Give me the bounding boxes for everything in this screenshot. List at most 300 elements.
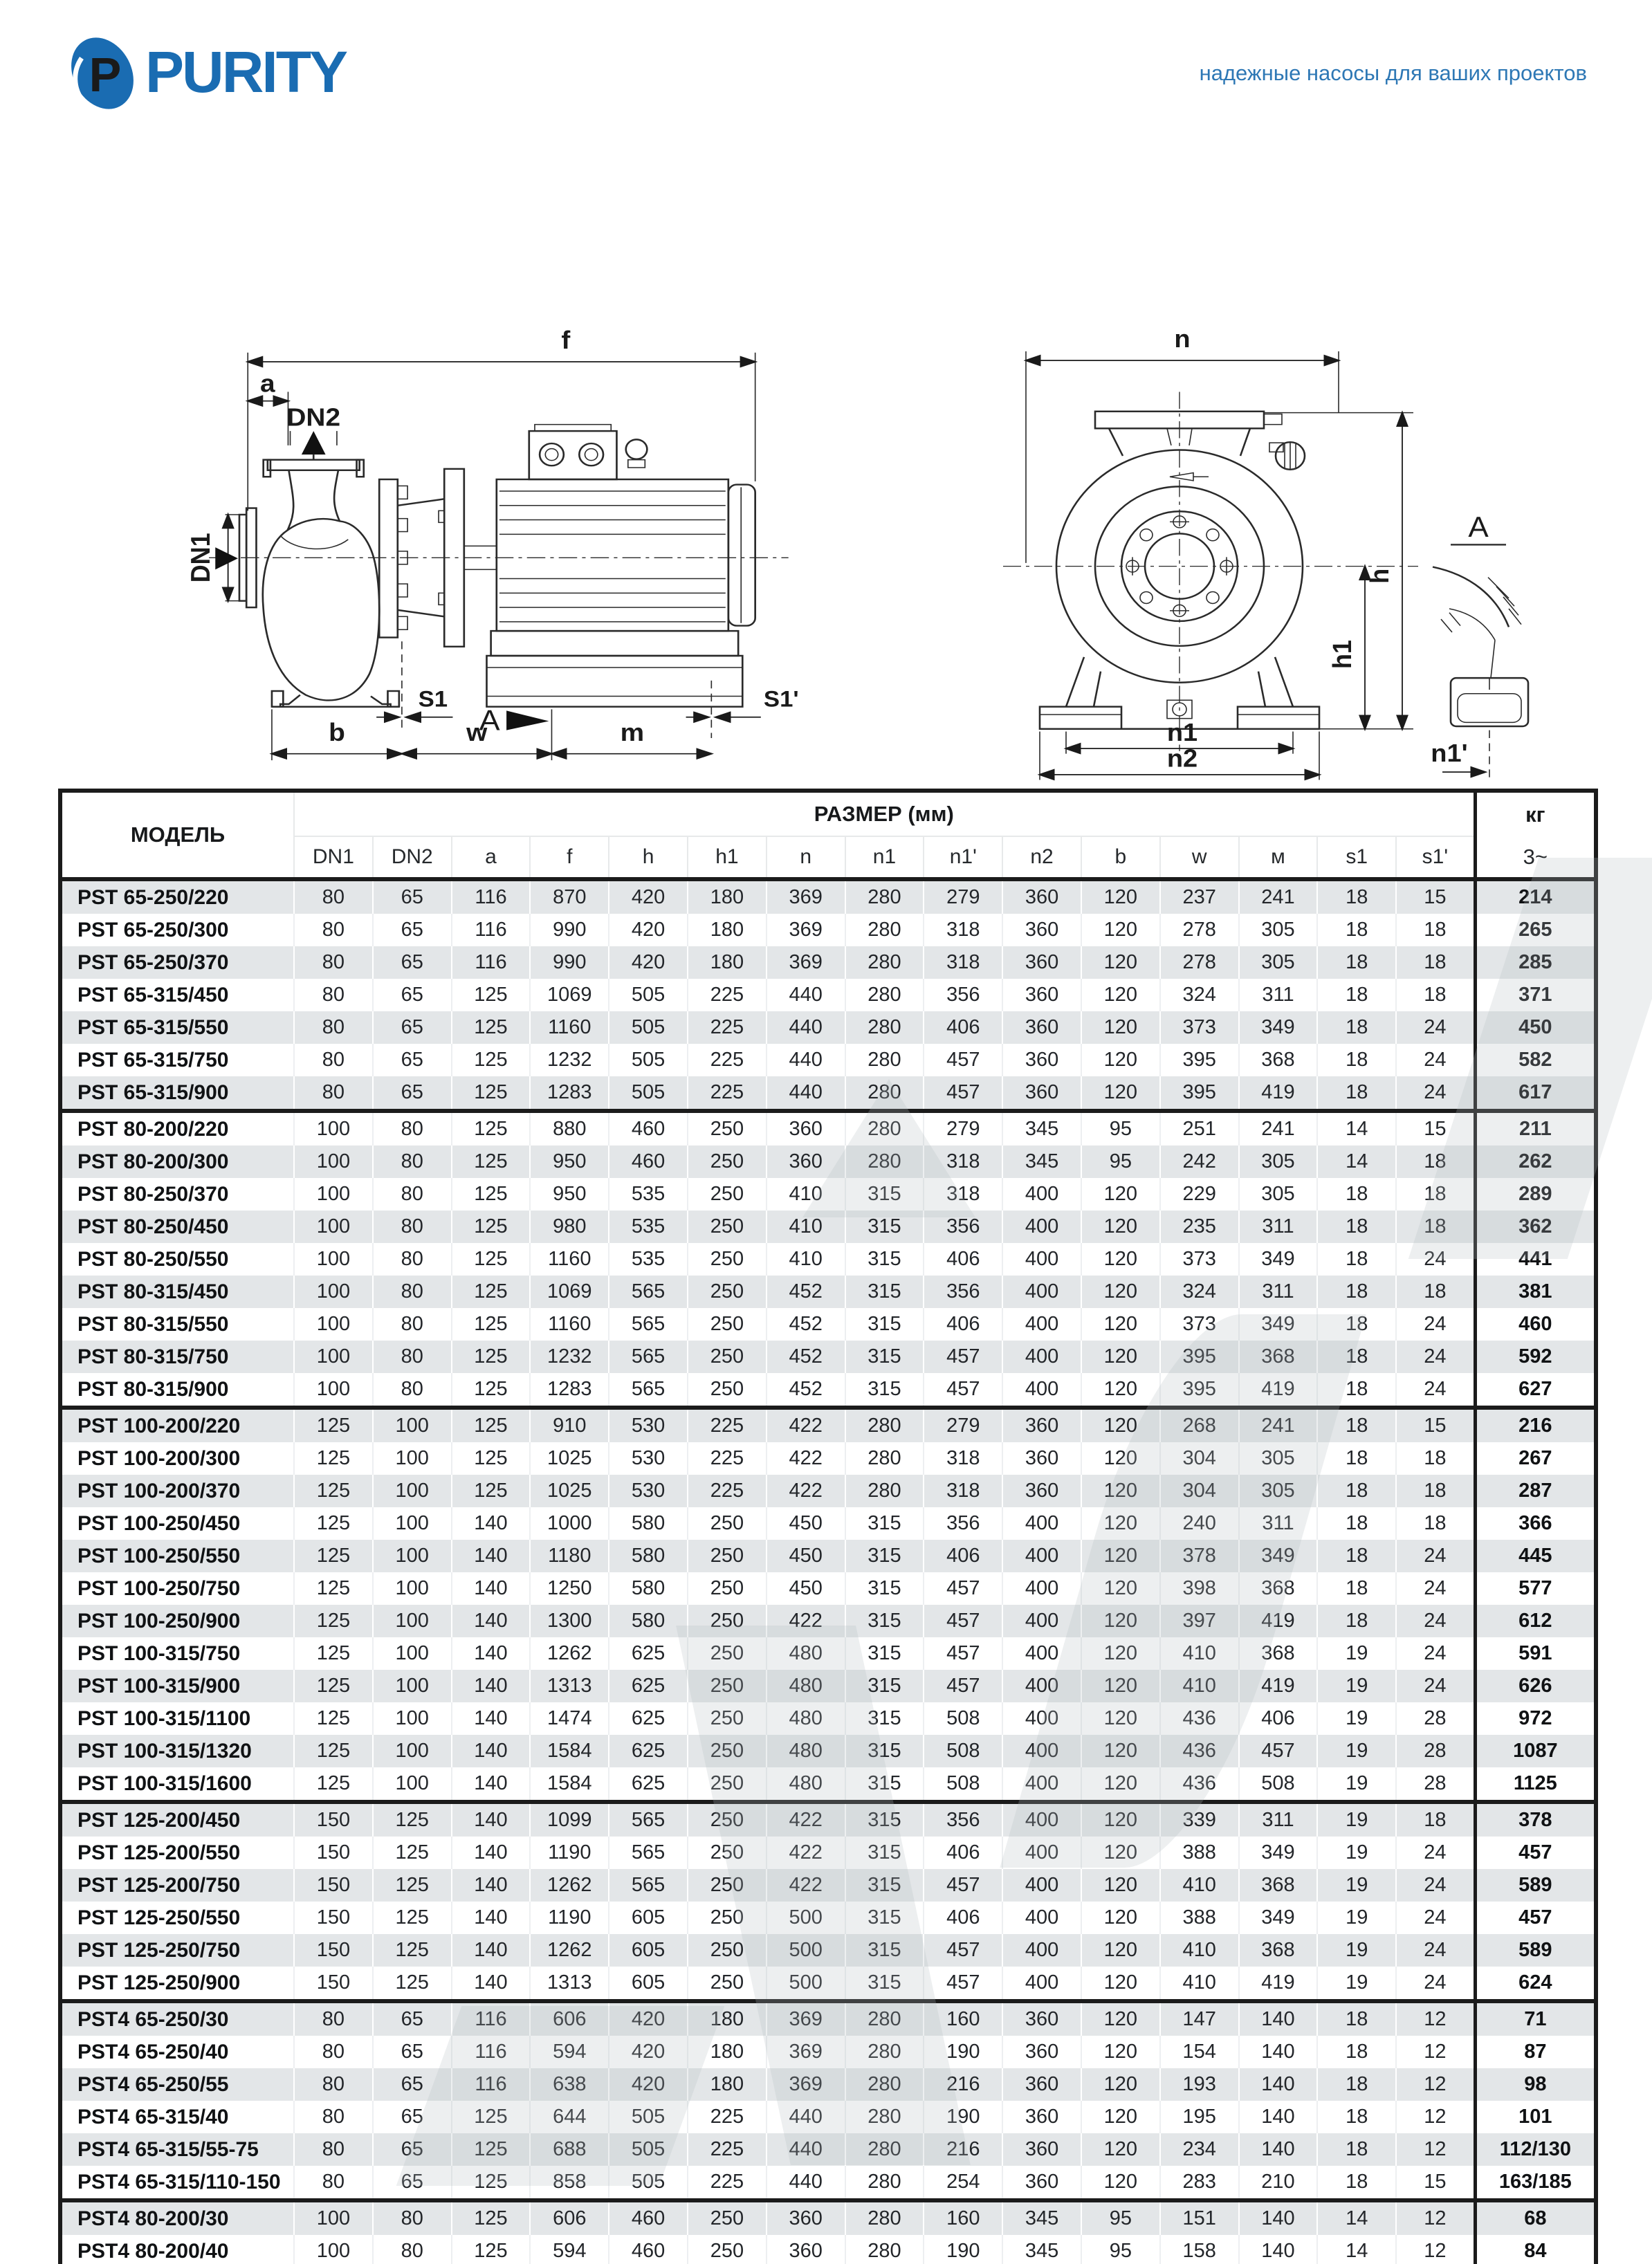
dim-cell: 360 bbox=[767, 1111, 845, 1145]
model-cell: PST 80-315/450 bbox=[60, 1276, 294, 1308]
dim-cell: 18 bbox=[1317, 2133, 1396, 2166]
model-cell: PST 125-250/750 bbox=[60, 1934, 294, 1967]
dim-cell: 280 bbox=[845, 1011, 924, 1044]
dim-cell: 95 bbox=[1081, 1145, 1160, 1178]
dim-cell: 410 bbox=[1160, 1934, 1239, 1967]
kg-column-header: кг bbox=[1475, 791, 1596, 836]
table-row bbox=[60, 1507, 1596, 1540]
table-row bbox=[60, 1076, 1596, 1111]
table-header-row bbox=[60, 791, 1596, 836]
dim-cell: 406 bbox=[924, 1837, 1002, 1869]
dim-cell: 116 bbox=[452, 946, 531, 979]
dim-cell: 315 bbox=[845, 1934, 924, 1967]
dim-cell: 24 bbox=[1396, 1341, 1475, 1373]
dim-cell: 140 bbox=[452, 1507, 531, 1540]
dim-cell: 140 bbox=[452, 1967, 531, 2001]
dim-cell: 250 bbox=[688, 1967, 767, 2001]
dim-cell: 324 bbox=[1160, 979, 1239, 1011]
dim-cell: 279 bbox=[924, 1408, 1002, 1442]
dim-cell: 100 bbox=[373, 1735, 452, 1767]
kg-cell: 1087 bbox=[1475, 1735, 1596, 1767]
dim-cell: 140 bbox=[452, 1637, 531, 1670]
dim-cell: 237 bbox=[1160, 879, 1239, 914]
dim-cell: 644 bbox=[530, 2101, 609, 2133]
dim-cell: 225 bbox=[688, 1044, 767, 1076]
dim-cell: 24 bbox=[1396, 1011, 1475, 1044]
dim-cell: 565 bbox=[609, 1308, 688, 1341]
dim-cell: 125 bbox=[373, 1837, 452, 1869]
dim-cell: 315 bbox=[845, 1670, 924, 1702]
dim-cell: 280 bbox=[845, 2166, 924, 2200]
dim-cell: 120 bbox=[1081, 1308, 1160, 1341]
dim-cell: 12 bbox=[1396, 2001, 1475, 2036]
dimension-table bbox=[58, 789, 1594, 2264]
dim-cell: 125 bbox=[452, 1111, 531, 1145]
dim-cell: 505 bbox=[609, 1076, 688, 1111]
dim-cell: 65 bbox=[373, 1076, 452, 1111]
dim-cell: 580 bbox=[609, 1507, 688, 1540]
dim-cell: 360 bbox=[1002, 1076, 1081, 1111]
dim-cell: 19 bbox=[1317, 1869, 1396, 1902]
dim-cell: 315 bbox=[845, 1637, 924, 1670]
dim-cell: 535 bbox=[609, 1178, 688, 1211]
dim-cell: 125 bbox=[452, 2166, 531, 2200]
dim-cell: 530 bbox=[609, 1408, 688, 1442]
dim-cell: 100 bbox=[373, 1507, 452, 1540]
dim-cell: 315 bbox=[845, 1178, 924, 1211]
kg-cell: 216 bbox=[1475, 1408, 1596, 1442]
dim-cell: 360 bbox=[767, 2200, 845, 2235]
dim-cell: 190 bbox=[924, 2101, 1002, 2133]
dim-cell: 18 bbox=[1317, 1308, 1396, 1341]
dim-cell: 1025 bbox=[530, 1475, 609, 1507]
dim-cell: 406 bbox=[924, 1902, 1002, 1934]
kg-cell: 1125 bbox=[1475, 1767, 1596, 1802]
dim-cell: 140 bbox=[452, 1934, 531, 1967]
dim-cell: 95 bbox=[1081, 2235, 1160, 2264]
dim-cell: 436 bbox=[1160, 1767, 1239, 1802]
dim-cell: 120 bbox=[1081, 2036, 1160, 2068]
model-cell: PST 80-200/300 bbox=[60, 1145, 294, 1178]
dim-cell: 150 bbox=[294, 1837, 373, 1869]
dim-cell: 1313 bbox=[530, 1670, 609, 1702]
dim-cell: 420 bbox=[609, 2036, 688, 2068]
dim-cell: 400 bbox=[1002, 1767, 1081, 1802]
dim-cell: 250 bbox=[688, 1276, 767, 1308]
dim-cell: 279 bbox=[924, 879, 1002, 914]
model-cell: PST 100-200/300 bbox=[60, 1442, 294, 1475]
dim-cell: 360 bbox=[1002, 979, 1081, 1011]
kg-cell: 87 bbox=[1475, 2036, 1596, 2068]
dim-cell: 180 bbox=[688, 946, 767, 979]
dim-cell: 125 bbox=[294, 1702, 373, 1735]
dim-cell: 65 bbox=[373, 879, 452, 914]
dim-cell: 241 bbox=[1239, 1111, 1318, 1145]
kg-cell: 624 bbox=[1475, 1967, 1596, 2001]
dim-cell: 18 bbox=[1396, 979, 1475, 1011]
dim-cell: 280 bbox=[845, 1044, 924, 1076]
dim-cell: 18 bbox=[1396, 1475, 1475, 1507]
dim-cell: 356 bbox=[924, 1802, 1002, 1837]
dim-cell: 125 bbox=[294, 1572, 373, 1605]
dim-cell: 18 bbox=[1317, 1276, 1396, 1308]
model-cell: PST 100-200/370 bbox=[60, 1475, 294, 1507]
dim-cell: 508 bbox=[924, 1735, 1002, 1767]
dim-cell: 440 bbox=[767, 1011, 845, 1044]
dim-cell: 440 bbox=[767, 979, 845, 1011]
dim-cell: 356 bbox=[924, 1211, 1002, 1243]
dim-cell: 356 bbox=[924, 979, 1002, 1011]
dim-cell: 24 bbox=[1396, 1605, 1475, 1637]
table-row bbox=[60, 914, 1596, 946]
dim-cell: 500 bbox=[767, 1902, 845, 1934]
dim-cell: 125 bbox=[294, 1605, 373, 1637]
model-cell: PST4 65-315/110-150 bbox=[60, 2166, 294, 2200]
dim-cell: 460 bbox=[609, 1111, 688, 1145]
kg-cell: 68 bbox=[1475, 2200, 1596, 2235]
dim-cell: 369 bbox=[767, 879, 845, 914]
dim-cell: 625 bbox=[609, 1767, 688, 1802]
dim-cell: 180 bbox=[688, 2036, 767, 2068]
dim-cell: 638 bbox=[530, 2068, 609, 2101]
model-cell: PST4 80-200/30 bbox=[60, 2200, 294, 2235]
dim-cell: 18 bbox=[1396, 1802, 1475, 1837]
kg-cell: 285 bbox=[1475, 946, 1596, 979]
dim-cell: 440 bbox=[767, 1044, 845, 1076]
dim-cell: 19 bbox=[1317, 1902, 1396, 1934]
dim-cell: 305 bbox=[1239, 914, 1318, 946]
dim-cell: 140 bbox=[452, 1670, 531, 1702]
dim-cell: 625 bbox=[609, 1702, 688, 1735]
dim-cell: 420 bbox=[609, 946, 688, 979]
table-row bbox=[60, 1145, 1596, 1178]
dim-cell: 250 bbox=[688, 1837, 767, 1869]
dim-cell: 28 bbox=[1396, 1735, 1475, 1767]
col-header-n2: n2 bbox=[1002, 836, 1081, 879]
dim-cell: 315 bbox=[845, 1211, 924, 1243]
dim-cell: 1160 bbox=[530, 1011, 609, 1044]
dim-cell: 419 bbox=[1239, 1967, 1318, 2001]
dim-cell: 457 bbox=[924, 1572, 1002, 1605]
kg-cell: 617 bbox=[1475, 1076, 1596, 1111]
dim-cell: 18 bbox=[1317, 2101, 1396, 2133]
dim-cell: 420 bbox=[609, 914, 688, 946]
table-row bbox=[60, 1702, 1596, 1735]
dim-cell: 250 bbox=[688, 1670, 767, 1702]
dim-cell: 1160 bbox=[530, 1308, 609, 1341]
dim-cell: 120 bbox=[1081, 1702, 1160, 1735]
dim-cell: 251 bbox=[1160, 1111, 1239, 1145]
dim-cell: 400 bbox=[1002, 1735, 1081, 1767]
dim-cell: 250 bbox=[688, 1637, 767, 1670]
dim-cell: 457 bbox=[924, 1076, 1002, 1111]
dim-cell: 360 bbox=[767, 2235, 845, 2264]
dim-cell: 18 bbox=[1317, 2166, 1396, 2200]
table-row bbox=[60, 1837, 1596, 1869]
dim-cell: 605 bbox=[609, 1967, 688, 2001]
dim-cell: 400 bbox=[1002, 1178, 1081, 1211]
dim-cell: 120 bbox=[1081, 1341, 1160, 1373]
dim-cell: 28 bbox=[1396, 1767, 1475, 1802]
dim-cell: 19 bbox=[1317, 1802, 1396, 1837]
dim-cell: 360 bbox=[1002, 1408, 1081, 1442]
dim-cell: 80 bbox=[373, 2235, 452, 2264]
dim-cell: 65 bbox=[373, 2001, 452, 2036]
dim-cell: 508 bbox=[924, 1767, 1002, 1802]
dim-cell: 250 bbox=[688, 1211, 767, 1243]
dim-cell: 500 bbox=[767, 1934, 845, 1967]
dim-cell: 373 bbox=[1160, 1243, 1239, 1276]
dim-cell: 345 bbox=[1002, 1111, 1081, 1145]
dim-cell: 397 bbox=[1160, 1605, 1239, 1637]
dim-cell: 140 bbox=[452, 1540, 531, 1572]
dim-cell: 120 bbox=[1081, 1408, 1160, 1442]
dim-cell: 250 bbox=[688, 1341, 767, 1373]
dim-cell: 120 bbox=[1081, 1011, 1160, 1044]
dim-cell: 450 bbox=[767, 1507, 845, 1540]
dim-cell: 419 bbox=[1239, 1605, 1318, 1637]
dim-cell: 160 bbox=[924, 2001, 1002, 2036]
dim-cell: 80 bbox=[294, 946, 373, 979]
dim-cell: 457 bbox=[924, 1637, 1002, 1670]
dim-cell: 315 bbox=[845, 1243, 924, 1276]
table-row bbox=[60, 1637, 1596, 1670]
dim-cell: 406 bbox=[924, 1308, 1002, 1341]
dim-cell: 140 bbox=[1239, 2235, 1318, 2264]
dim-cell: 388 bbox=[1160, 1902, 1239, 1934]
model-cell: PST 80-250/550 bbox=[60, 1243, 294, 1276]
model-cell: PST4 65-250/30 bbox=[60, 2001, 294, 2036]
dim-cell: 80 bbox=[373, 1243, 452, 1276]
dim-cell: 580 bbox=[609, 1540, 688, 1572]
table-row bbox=[60, 2133, 1596, 2166]
dim-cell: 870 bbox=[530, 879, 609, 914]
dim-cell: 12 bbox=[1396, 2068, 1475, 2101]
dim-cell: 12 bbox=[1396, 2036, 1475, 2068]
model-cell: PST4 80-200/40 bbox=[60, 2235, 294, 2264]
dim-cell: 349 bbox=[1239, 1837, 1318, 1869]
dim-cell: 1313 bbox=[530, 1967, 609, 2001]
dim-cell: 65 bbox=[373, 979, 452, 1011]
dim-cell: 311 bbox=[1239, 979, 1318, 1011]
dim-cell: 18 bbox=[1317, 2068, 1396, 2101]
dim-cell: 140 bbox=[1239, 2200, 1318, 2235]
dim-cell: 65 bbox=[373, 1011, 452, 1044]
dim-cell: 241 bbox=[1239, 1408, 1318, 1442]
dim-cell: 280 bbox=[845, 946, 924, 979]
dim-cell: 400 bbox=[1002, 1507, 1081, 1540]
dim-cell: 125 bbox=[452, 1211, 531, 1243]
dim-cell: 125 bbox=[373, 1869, 452, 1902]
dim-cell: 318 bbox=[924, 1442, 1002, 1475]
dim-cell: 400 bbox=[1002, 1341, 1081, 1373]
dim-cell: 18 bbox=[1396, 1507, 1475, 1540]
dim-cell: 452 bbox=[767, 1308, 845, 1341]
dim-cell: 125 bbox=[452, 1076, 531, 1111]
dim-cell: 410 bbox=[1160, 1670, 1239, 1702]
dim-cell: 349 bbox=[1239, 1540, 1318, 1572]
table-row bbox=[60, 1243, 1596, 1276]
dim-cell: 225 bbox=[688, 1442, 767, 1475]
dim-cell: 100 bbox=[294, 1308, 373, 1341]
dim-cell: 18 bbox=[1317, 979, 1396, 1011]
dim-cell: 360 bbox=[1002, 1044, 1081, 1076]
dim-cell: 120 bbox=[1081, 2133, 1160, 2166]
dim-cell: 18 bbox=[1317, 1011, 1396, 1044]
dim-cell: 280 bbox=[845, 2200, 924, 2235]
header-tagline: надежные насосы для ваших проектов bbox=[1199, 61, 1587, 85]
dim-cell: 125 bbox=[452, 1276, 531, 1308]
dim-cell: 318 bbox=[924, 946, 1002, 979]
dim-cell: 422 bbox=[767, 1869, 845, 1902]
dim-cell: 250 bbox=[688, 1507, 767, 1540]
dim-cell: 315 bbox=[845, 1276, 924, 1308]
dim-cell: 18 bbox=[1396, 1442, 1475, 1475]
dim-cell: 18 bbox=[1317, 1076, 1396, 1111]
model-cell: PST 100-250/450 bbox=[60, 1507, 294, 1540]
col-header-h: h bbox=[609, 836, 688, 879]
dim-cell: 450 bbox=[767, 1540, 845, 1572]
dim-cell: 535 bbox=[609, 1211, 688, 1243]
dim-cell: 120 bbox=[1081, 1934, 1160, 1967]
dim-cell: 120 bbox=[1081, 1044, 1160, 1076]
dim-cell: 116 bbox=[452, 2001, 531, 2036]
dim-cell: 980 bbox=[530, 1211, 609, 1243]
dim-cell: 1190 bbox=[530, 1902, 609, 1934]
dim-cell: 24 bbox=[1396, 1572, 1475, 1605]
dim-label-w: w bbox=[466, 718, 488, 746]
dim-cell: 241 bbox=[1239, 879, 1318, 914]
dim-cell: 400 bbox=[1002, 1670, 1081, 1702]
dim-cell: 349 bbox=[1239, 1011, 1318, 1044]
dim-cell: 125 bbox=[294, 1408, 373, 1442]
dim-cell: 480 bbox=[767, 1702, 845, 1735]
model-cell: PST 65-315/450 bbox=[60, 979, 294, 1011]
kg-cell: 98 bbox=[1475, 2068, 1596, 2101]
dim-cell: 565 bbox=[609, 1837, 688, 1869]
dim-cell: 345 bbox=[1002, 2200, 1081, 2235]
dim-cell: 400 bbox=[1002, 1572, 1081, 1605]
dim-cell: 565 bbox=[609, 1341, 688, 1373]
model-cell: PST 65-315/550 bbox=[60, 1011, 294, 1044]
dim-cell: 24 bbox=[1396, 1540, 1475, 1572]
dim-cell: 369 bbox=[767, 914, 845, 946]
kg-cell: 592 bbox=[1475, 1341, 1596, 1373]
kg-cell: 101 bbox=[1475, 2101, 1596, 2133]
dim-cell: 388 bbox=[1160, 1837, 1239, 1869]
dim-cell: 315 bbox=[845, 1967, 924, 2001]
col-header-n1: n1 bbox=[845, 836, 924, 879]
dim-cell: 24 bbox=[1396, 1243, 1475, 1276]
dim-cell: 349 bbox=[1239, 1243, 1318, 1276]
dim-cell: 625 bbox=[609, 1670, 688, 1702]
dim-cell: 406 bbox=[1239, 1702, 1318, 1735]
dim-cell: 100 bbox=[373, 1702, 452, 1735]
dim-cell: 268 bbox=[1160, 1408, 1239, 1442]
kg-cell: 267 bbox=[1475, 1442, 1596, 1475]
dim-cell: 140 bbox=[452, 1767, 531, 1802]
dim-cell: 324 bbox=[1160, 1276, 1239, 1308]
dim-cell: 250 bbox=[688, 1308, 767, 1341]
dim-cell: 360 bbox=[1002, 946, 1081, 979]
dim-cell: 180 bbox=[688, 2001, 767, 2036]
dim-cell: 250 bbox=[688, 1605, 767, 1637]
dim-cell: 457 bbox=[924, 1869, 1002, 1902]
dim-cell: 120 bbox=[1081, 946, 1160, 979]
table-row bbox=[60, 1802, 1596, 1837]
dim-cell: 990 bbox=[530, 946, 609, 979]
dim-cell: 410 bbox=[1160, 1967, 1239, 2001]
model-cell: PST 100-250/900 bbox=[60, 1605, 294, 1637]
table-row bbox=[60, 1442, 1596, 1475]
table-row bbox=[60, 2068, 1596, 2101]
dim-cell: 24 bbox=[1396, 1902, 1475, 1934]
dim-cell: 457 bbox=[924, 1373, 1002, 1408]
dim-cell: 950 bbox=[530, 1145, 609, 1178]
dim-cell: 580 bbox=[609, 1605, 688, 1637]
dim-cell: 80 bbox=[294, 1044, 373, 1076]
dim-cell: 360 bbox=[1002, 914, 1081, 946]
dim-cell: 24 bbox=[1396, 1869, 1475, 1902]
dim-cell: 100 bbox=[373, 1670, 452, 1702]
model-cell: PST 80-200/220 bbox=[60, 1111, 294, 1145]
dim-cell: 688 bbox=[530, 2133, 609, 2166]
dim-cell: 24 bbox=[1396, 1373, 1475, 1408]
dim-cell: 120 bbox=[1081, 1507, 1160, 1540]
dim-cell: 311 bbox=[1239, 1211, 1318, 1243]
dim-cell: 440 bbox=[767, 2166, 845, 2200]
dim-cell: 100 bbox=[294, 1341, 373, 1373]
dim-cell: 565 bbox=[609, 1869, 688, 1902]
dim-cell: 410 bbox=[767, 1178, 845, 1211]
dim-cell: 125 bbox=[294, 1670, 373, 1702]
dim-cell: 120 bbox=[1081, 914, 1160, 946]
dim-cell: 457 bbox=[924, 1934, 1002, 1967]
dim-cell: 625 bbox=[609, 1637, 688, 1670]
table-row bbox=[60, 2166, 1596, 2200]
dim-cell: 125 bbox=[452, 1408, 531, 1442]
kg-cell: 381 bbox=[1475, 1276, 1596, 1308]
table-row bbox=[60, 2200, 1596, 2235]
dim-cell: 280 bbox=[845, 1111, 924, 1145]
dim-cell: 565 bbox=[609, 1276, 688, 1308]
dim-cell: 400 bbox=[1002, 1637, 1081, 1670]
dim-cell: 100 bbox=[373, 1605, 452, 1637]
col-header-n: n bbox=[767, 836, 845, 879]
dim-cell: 140 bbox=[452, 1837, 531, 1869]
dim-cell: 400 bbox=[1002, 1702, 1081, 1735]
dim-cell: 378 bbox=[1160, 1540, 1239, 1572]
dim-cell: 190 bbox=[924, 2235, 1002, 2264]
dim-cell: 580 bbox=[609, 1572, 688, 1605]
dim-cell: 250 bbox=[688, 1243, 767, 1276]
dim-cell: 120 bbox=[1081, 1670, 1160, 1702]
pump-side-view-drawing bbox=[142, 315, 799, 785]
dim-cell: 18 bbox=[1317, 1178, 1396, 1211]
dim-cell: 400 bbox=[1002, 1902, 1081, 1934]
dim-cell: 280 bbox=[845, 1408, 924, 1442]
dim-cell: 304 bbox=[1160, 1442, 1239, 1475]
dim-cell: 120 bbox=[1081, 2101, 1160, 2133]
dim-cell: 1262 bbox=[530, 1934, 609, 1967]
table-row bbox=[60, 2036, 1596, 2068]
dim-cell: 150 bbox=[294, 1902, 373, 1934]
kg-cell: 441 bbox=[1475, 1243, 1596, 1276]
dim-cell: 24 bbox=[1396, 1076, 1475, 1111]
dim-cell: 125 bbox=[373, 1934, 452, 1967]
dim-cell: 280 bbox=[845, 979, 924, 1011]
dim-cell: 140 bbox=[1239, 2001, 1318, 2036]
